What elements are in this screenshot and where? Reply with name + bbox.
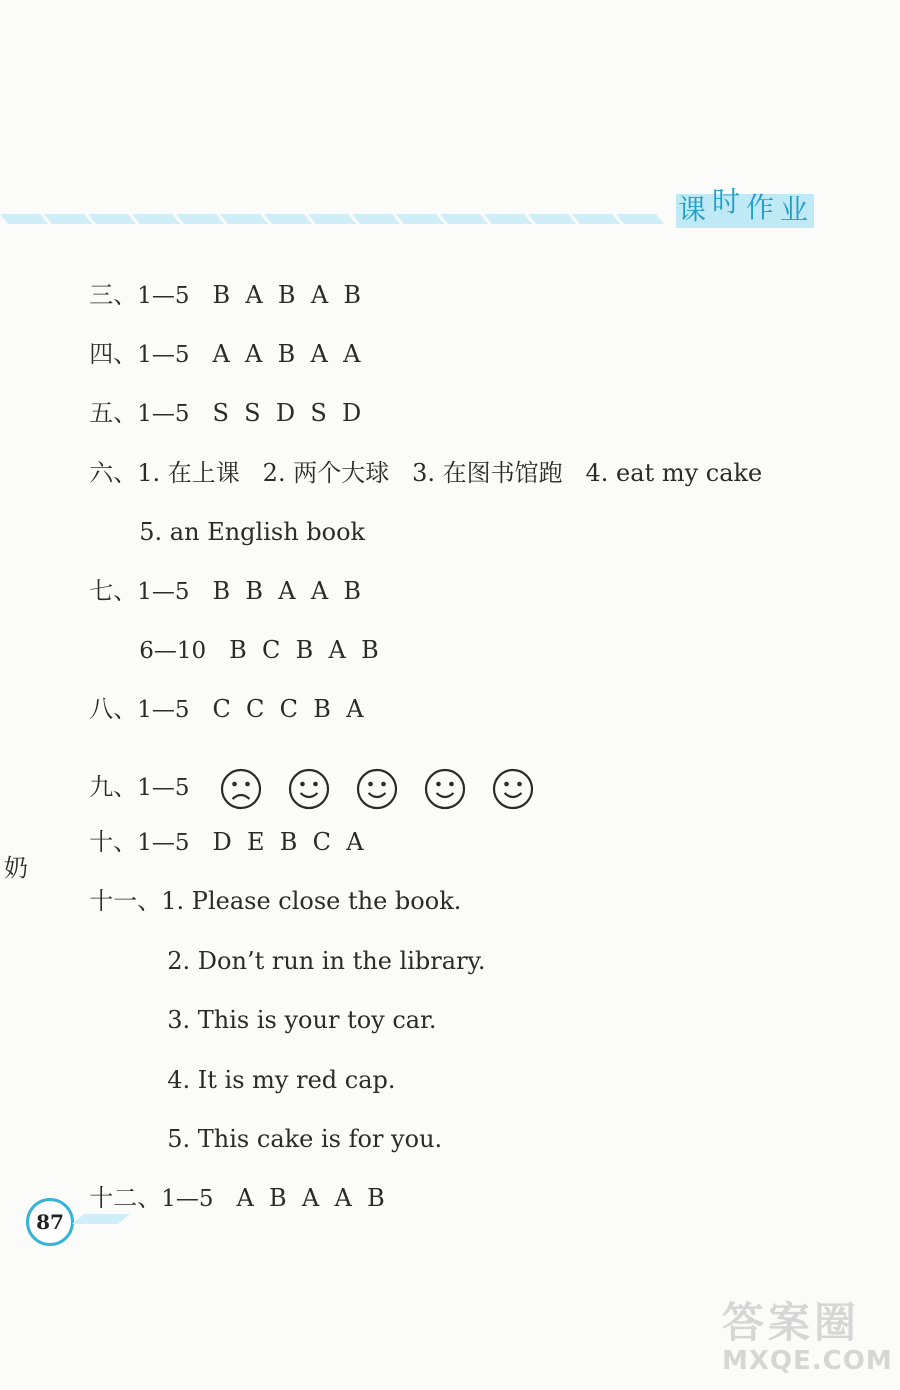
answer-items: A B A A B [236,1184,385,1212]
section-label: 七、 [89,577,138,605]
section-label: 十一、 [89,887,162,915]
answer-row-11-2 [152,916,486,976]
question-range: 1—5 [137,342,190,368]
header-dash-stripe [0,210,680,230]
answer-row-7-cont [124,605,379,666]
page-number-swoosh [72,1212,132,1226]
answer-text: 5. an English book [139,518,366,546]
sentence-answer: 5. This cake is for you. [167,1125,443,1153]
answer-row-10 [74,797,364,858]
series-char: 课 [678,193,713,226]
question-range: 1—5 [137,283,190,309]
series-title-badge [672,186,822,232]
question-range: 1—5 [137,579,190,605]
page-number: 87 [26,1198,74,1246]
answer-row-11-5 [152,1094,442,1154]
answer-text: 1. 在上课 2. 两个大球 3. 在图书馆跑 4. eat my cake [137,459,763,487]
question-range: 6—10 [139,638,207,664]
section-label: 六、 [89,459,138,487]
section-label: 十、 [89,828,138,856]
section-label: 五、 [89,399,138,427]
answer-row-12 [74,1153,385,1214]
answer-row-8 [74,664,364,725]
watermark-bottom: MXQE.COM [722,1346,893,1376]
answer-row-3 [74,250,361,311]
site-watermark-logo [722,1300,892,1382]
answer-row-6-cont [124,487,365,547]
question-range: 1—5 [137,401,190,427]
sentence-answer: 4. It is my red cap. [167,1066,396,1094]
answer-row-4 [74,309,360,370]
answer-items: S S D S D [212,399,362,427]
section-label: 八、 [89,695,138,723]
answer-row-6 [74,428,762,488]
series-title [678,185,815,228]
question-range: 1—5 [137,775,190,801]
answer-items: A A B A A [212,340,361,368]
section-label: 九、 [89,773,138,801]
question-range: 1—5 [161,1186,214,1212]
answer-items: D E B C A [212,828,364,856]
happy-face-icon [492,768,534,810]
section-label: 四、 [89,340,138,368]
answer-row-11 [74,856,461,916]
sentence-answer: 3. This is your toy car. [167,1006,437,1034]
series-char: 时 [712,185,747,218]
answer-row-11-4 [152,1035,396,1095]
sentence-answer: 1. Please close the book. [161,887,462,915]
answer-items: B A B A B [212,281,362,309]
answer-items: B C B A B [229,636,379,664]
section-label: 三、 [89,281,138,309]
answer-items: C C C B A [212,695,364,723]
question-range: 1—5 [137,830,190,856]
series-char: 作 [746,191,781,224]
happy-face-icon [424,768,466,810]
answer-row-7 [74,546,361,607]
answer-row-11-3 [152,975,437,1035]
section-label: 十二、 [89,1184,162,1212]
watermark-top: 答案圈 [722,1298,861,1347]
sentence-answer: 2. Don’t run in the library. [167,947,486,975]
margin-character: 奶 [4,854,28,882]
question-range: 1—5 [137,697,190,723]
answer-row-5 [74,368,361,429]
series-char: 业 [780,193,815,226]
answer-items: B B A A B [212,577,362,605]
